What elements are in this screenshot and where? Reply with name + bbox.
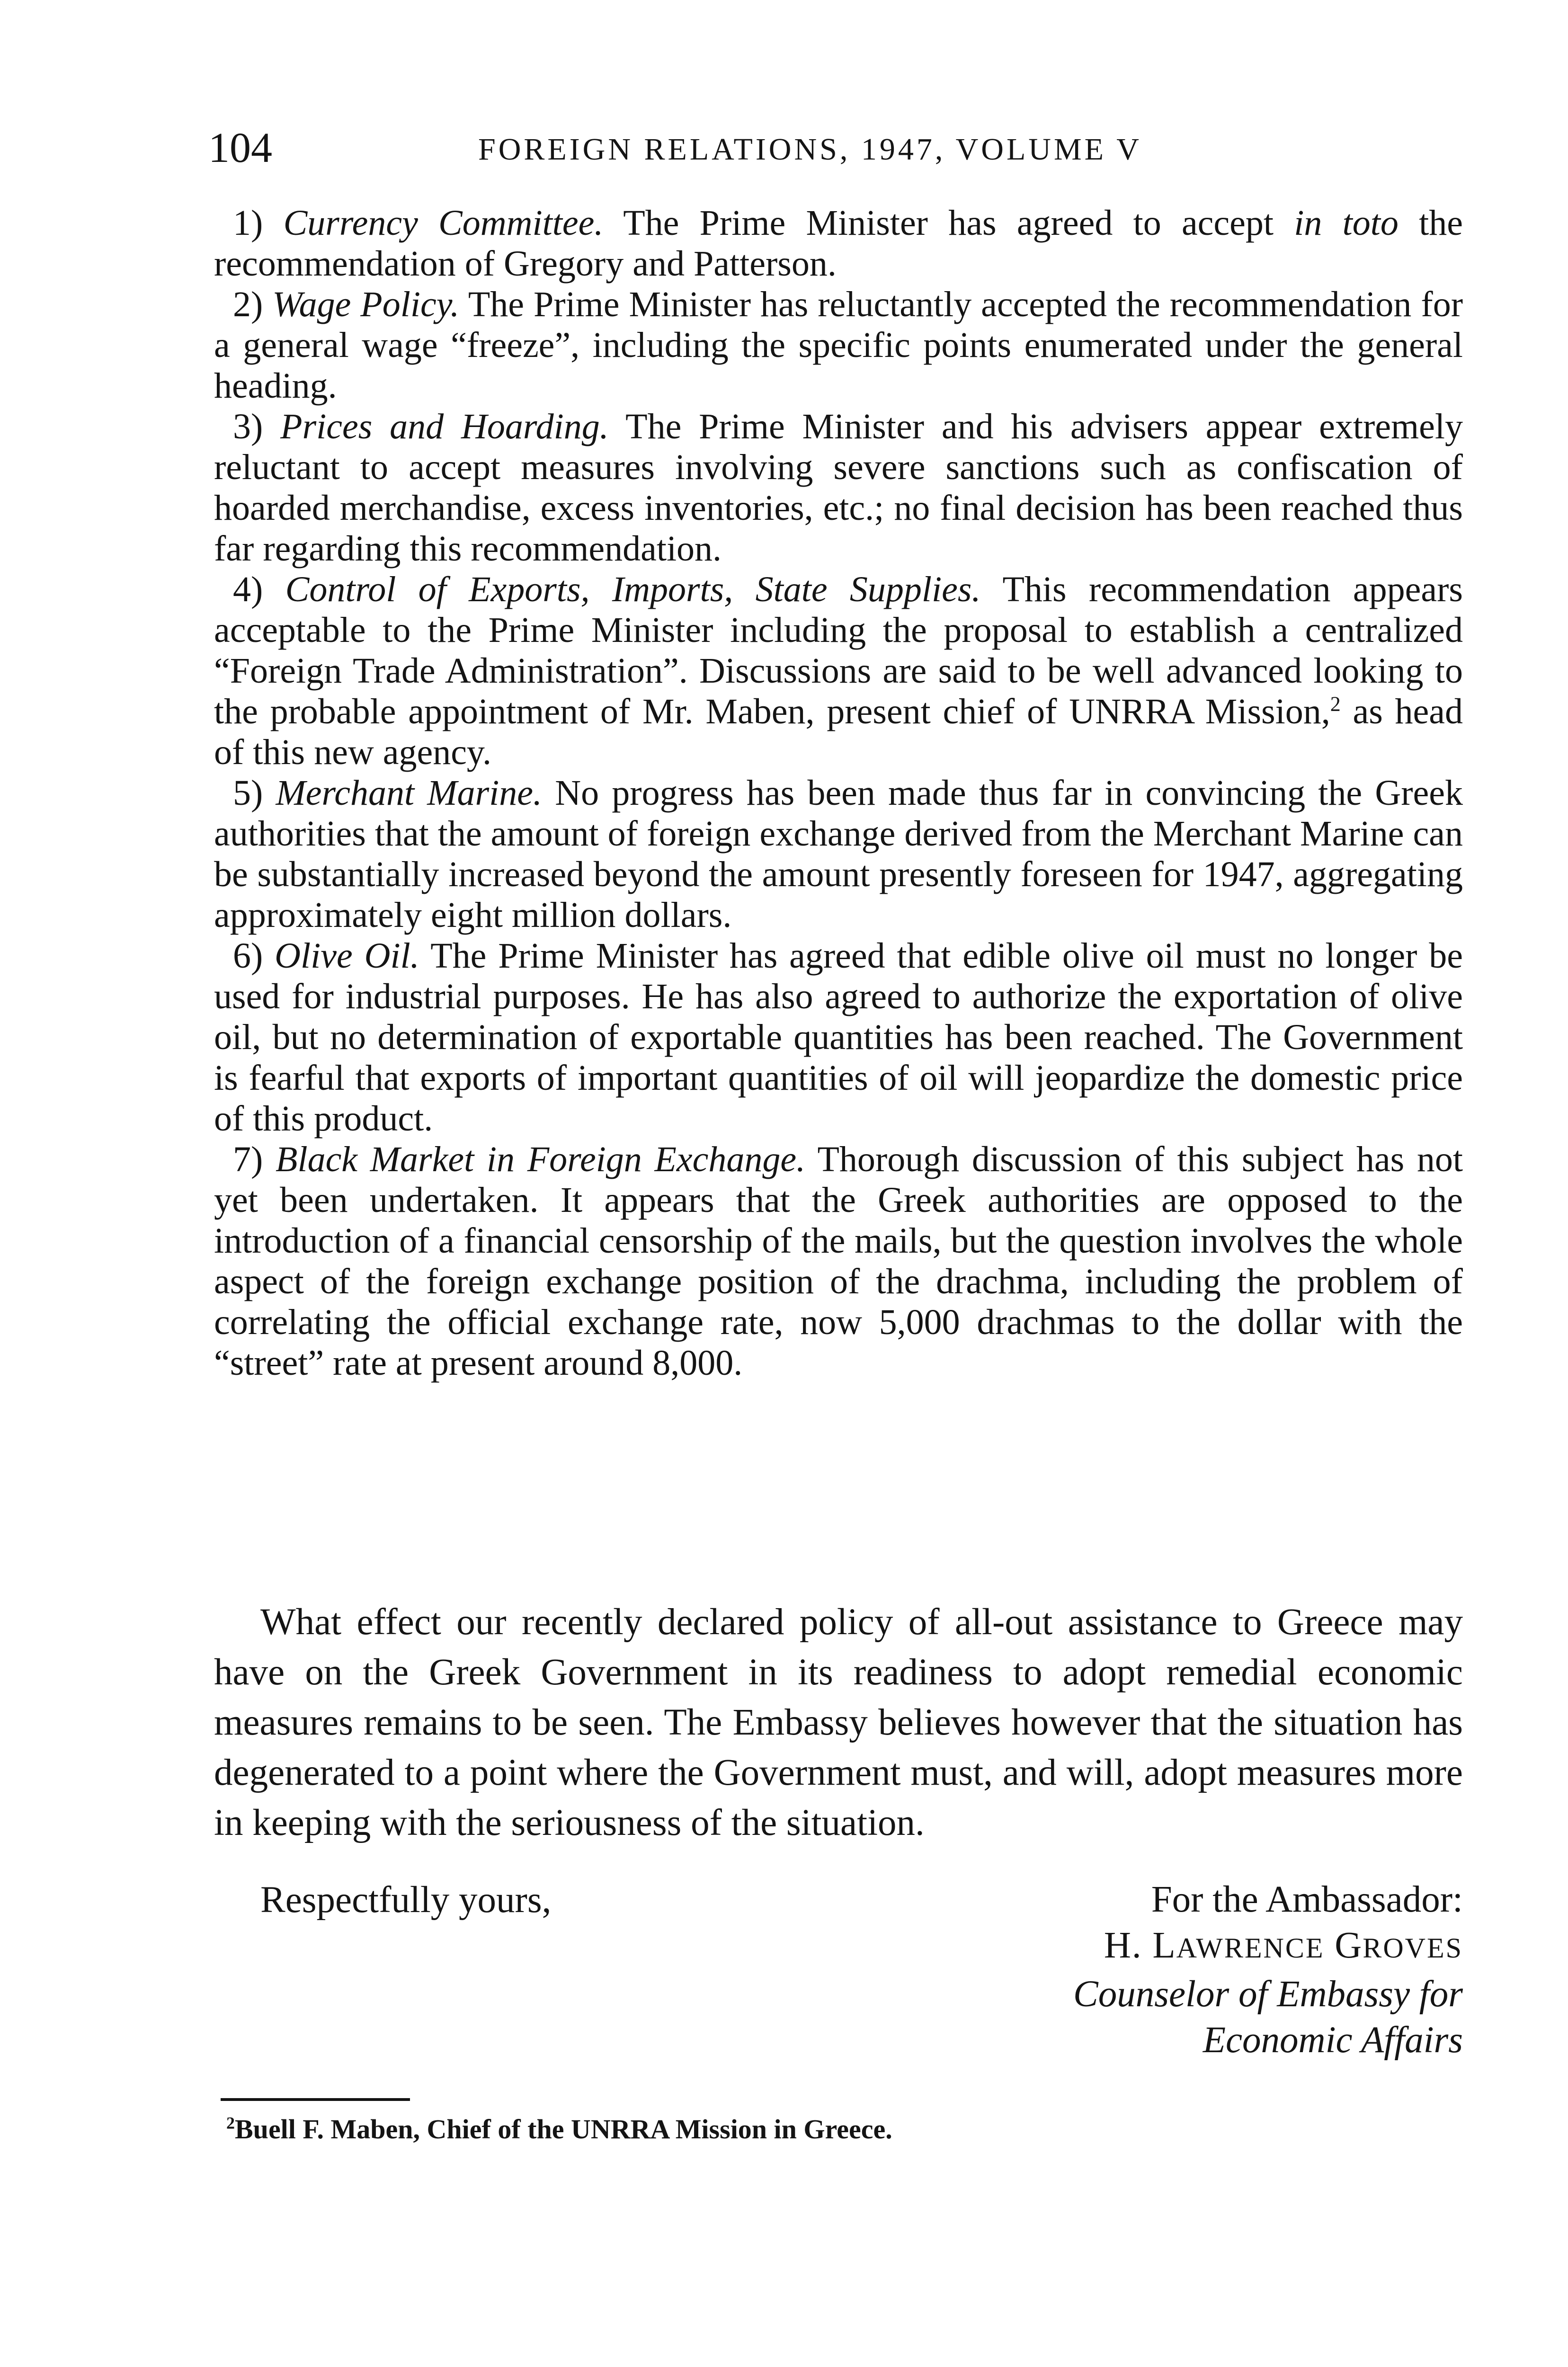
item-control-of-exports bbox=[214, 569, 1463, 773]
signature-title-line-1: Counselor of Embassy for bbox=[1073, 1974, 1463, 2015]
item-heading: Control of Exports, Imports, State Supplies. bbox=[285, 570, 981, 609]
footnote-reference: 2 bbox=[1330, 692, 1341, 716]
salutation: Respectfully yours, bbox=[260, 1879, 552, 1921]
item-number: 5) bbox=[233, 773, 263, 813]
item-black-market bbox=[214, 1139, 1463, 1383]
item-text: The Prime Minister has agreed that edible olive oil must no longer be used for industrial purposes. He has also agreed to authorize the exportation of olive oil, but no determination of exportable quantities has been reached. The Government is fearful that exports of important quantities of oil will jeopardize the domestic price of this product. bbox=[214, 936, 1463, 1139]
item-heading: Currency Committee. bbox=[283, 203, 604, 243]
signature-title-line-2: Economic Affairs bbox=[1203, 2020, 1463, 2061]
item-text: This recommendation appears acceptable to the Prime Minister including the proposal to establish a centralized “Foreign Trade Administration”. Discussions are said to be well advanced looking to the probable appointment of Mr. Maben, present chief of UNRRA Mission, bbox=[214, 570, 1463, 731]
item-text: The Prime Minister and his advisers appear extremely reluctant to accept measures involving severe sanctions such as confiscation of hoarded merchandise, excess inventories, etc.; no final decision has been reached thus far regarding this recommendation. bbox=[214, 407, 1463, 569]
item-text-after: the recommendation of Gregory and Patterson. bbox=[214, 203, 1463, 284]
footnote-marker: 2 bbox=[226, 2113, 235, 2133]
footnote-text: Buell F. Maben, Chief of the UNRRA Mission in Greece. bbox=[235, 2114, 892, 2145]
running-title: FOREIGN RELATIONS, 1947, VOLUME V bbox=[478, 132, 1142, 167]
item-text-after: as head of this new agency. bbox=[214, 692, 1463, 772]
closing-paragraph: What effect our recently declared policy of all-out assistance to Greece may have on the Greek Government in its readiness to adopt remedial economic measures remains to be seen. The Embassy believes however that the situation has degenerated to a point where the Government must, and will, adopt measures more in keeping with the seriousness of the situation. bbox=[214, 1602, 1463, 1843]
item-heading: Prices and Hoarding. bbox=[280, 407, 609, 446]
item-text: The Prime Minister has reluctantly accepted the recommendation for a general wage “freeze”, including the specific points enumerated under the general heading. bbox=[214, 285, 1463, 406]
item-heading: Merchant Marine. bbox=[276, 773, 543, 813]
item-prices-and-hoarding bbox=[214, 406, 1463, 569]
running-head bbox=[208, 122, 1458, 174]
item-number: 4) bbox=[233, 570, 263, 609]
signature-block bbox=[895, 1877, 1463, 2063]
item-number: 1) bbox=[233, 203, 263, 243]
item-merchant-marine bbox=[214, 773, 1463, 935]
signature-name: H. LAWRENCE GROVES bbox=[1104, 1925, 1463, 1966]
item-wage-policy bbox=[214, 284, 1463, 406]
item-text: Thorough discussion of this subject has not yet been undertaken. It appears that the Greek authorities are opposed to the introduction of a financial censorship of the mails, but the question involves the whole aspect of the foreign exchange position of the drachma, including the problem of correlating the official exchange rate, now 5,000 drachmas to the dollar with the “street” rate at present around 8,000. bbox=[214, 1139, 1463, 1383]
item-number: 6) bbox=[233, 936, 263, 976]
item-olive-oil bbox=[214, 935, 1463, 1139]
item-heading: Olive Oil. bbox=[275, 936, 419, 976]
item-number: 7) bbox=[233, 1139, 263, 1179]
footnote bbox=[226, 2110, 892, 2148]
footnote-divider bbox=[221, 2098, 410, 2101]
numbered-items bbox=[214, 203, 1463, 1383]
item-heading: Black Market in Foreign Exchange. bbox=[276, 1139, 806, 1179]
item-emphasis: in toto bbox=[1294, 203, 1399, 243]
page-number: 104 bbox=[208, 125, 272, 171]
signature-for-line: For the Ambassador: bbox=[1151, 1879, 1463, 1920]
item-text: The Prime Minister has agreed to accept bbox=[623, 203, 1274, 243]
item-number: 3) bbox=[233, 407, 263, 446]
item-heading: Wage Policy. bbox=[272, 285, 460, 324]
item-text: No progress has been made thus far in convincing the Greek authorities that the amount of foreign exchange derived from the Merchant Marine can be substantially increased beyond the amount presently foreseen for 1947, aggregating approximately eight million dollars. bbox=[214, 773, 1463, 935]
item-number: 2) bbox=[233, 285, 263, 324]
item-currency-committee bbox=[214, 203, 1463, 284]
